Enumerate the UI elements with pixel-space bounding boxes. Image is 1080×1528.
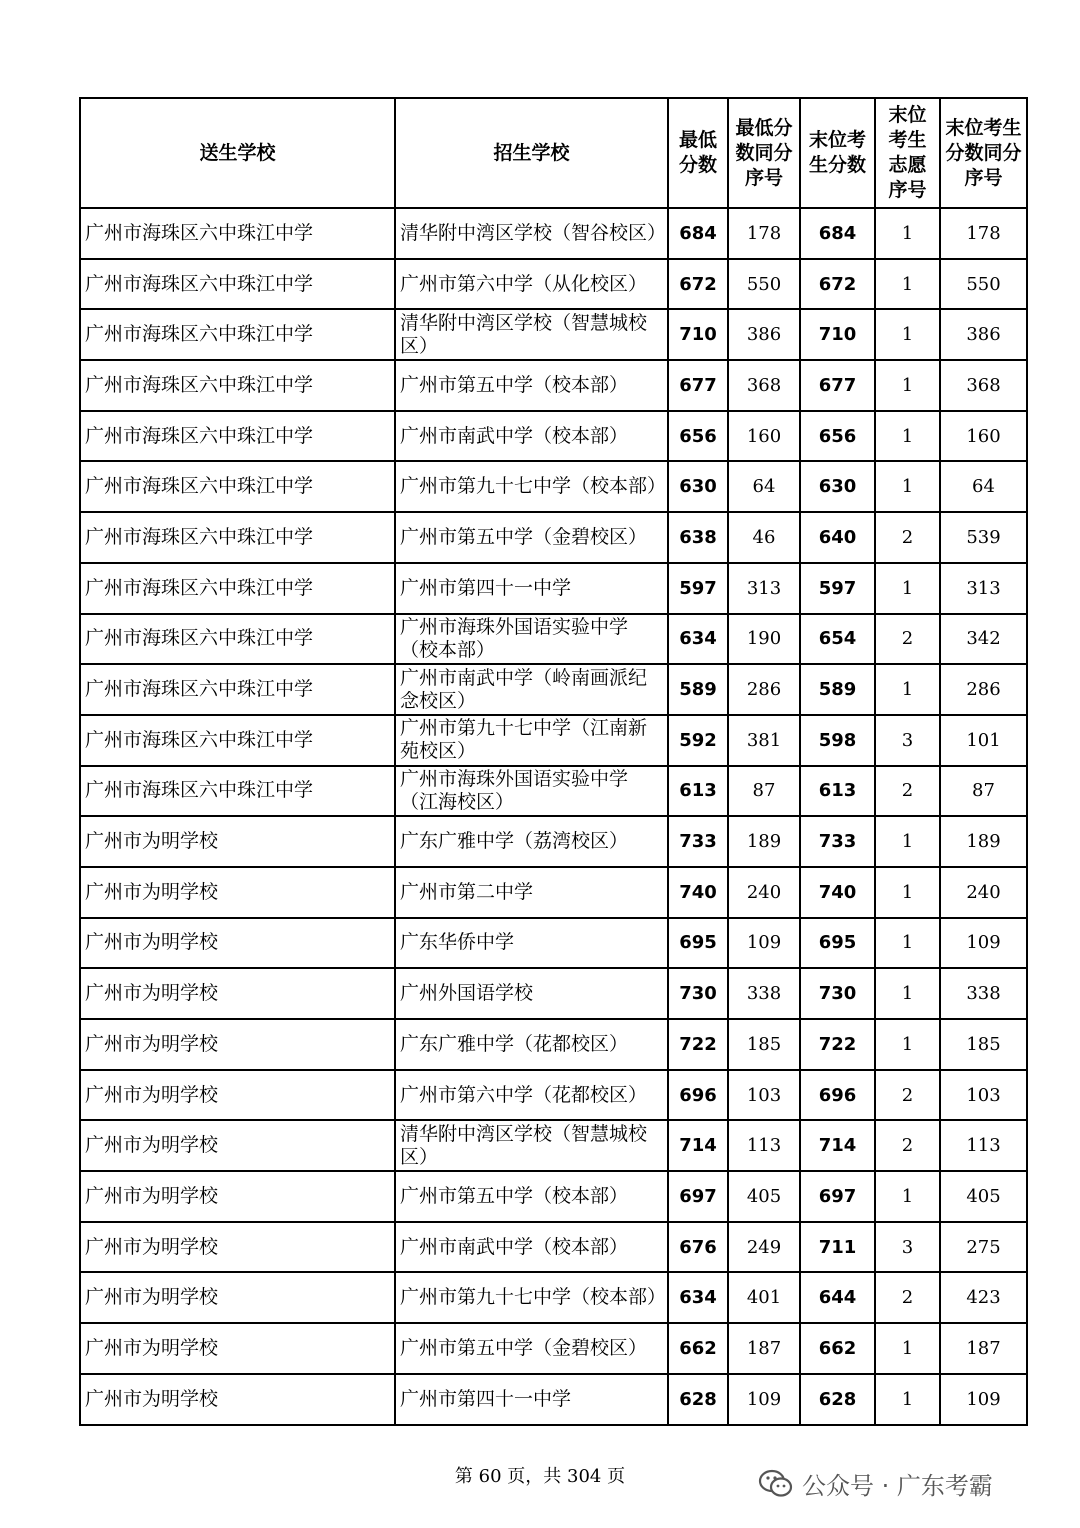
cell-min-score-rank: 240: [728, 867, 800, 918]
header-last-score-rank: 末位考生分数同分序号: [940, 98, 1027, 208]
cell-min-score: 597: [668, 563, 728, 614]
cell-last-score: 695: [800, 918, 875, 969]
table-row: [80, 1323, 1027, 1374]
cell-last-choice-order: 1: [875, 867, 940, 918]
cell-admitting-school: 清华附中湾区学校（智慧城校区）: [395, 1120, 668, 1171]
cell-min-score-rank: 187: [728, 1323, 800, 1374]
cell-sending-school: 广州市为明学校: [80, 1019, 395, 1070]
cell-last-choice-order: 1: [875, 1019, 940, 1070]
table-body: [80, 208, 1027, 1425]
cell-min-score-rank: 338: [728, 968, 800, 1019]
cell-sending-school: 广州市为明学校: [80, 816, 395, 867]
cell-last-score: 722: [800, 1019, 875, 1070]
cell-last-score-rank: 342: [940, 614, 1027, 665]
cell-last-score-rank: 87: [940, 766, 1027, 817]
cell-sending-school: 广州市海珠区六中珠江中学: [80, 259, 395, 310]
cell-min-score-rank: 405: [728, 1171, 800, 1222]
cell-last-choice-order: 2: [875, 1070, 940, 1121]
cell-last-score: 644: [800, 1272, 875, 1323]
watermark-text: 公众号 · 广东考霸: [802, 1472, 993, 1500]
cell-last-score: 654: [800, 614, 875, 665]
cell-last-score: 684: [800, 208, 875, 259]
cell-last-score-rank: 286: [940, 664, 1027, 715]
table-row: [80, 259, 1027, 310]
score-table: [79, 97, 1028, 1426]
cell-last-choice-order: 1: [875, 816, 940, 867]
cell-admitting-school: 广州市第四十一中学: [395, 1374, 668, 1425]
cell-last-score-rank: 539: [940, 512, 1027, 563]
cell-last-score: 714: [800, 1120, 875, 1171]
table-row: [80, 715, 1027, 766]
cell-last-score: 630: [800, 461, 875, 512]
cell-min-score-rank: 87: [728, 766, 800, 817]
cell-last-score: 589: [800, 664, 875, 715]
cell-last-choice-order: 2: [875, 766, 940, 817]
cell-min-score: 684: [668, 208, 728, 259]
cell-admitting-school: 广州市第五中学（金碧校区）: [395, 512, 668, 563]
header-row: [80, 98, 1027, 208]
cell-last-score-rank: 113: [940, 1120, 1027, 1171]
header-min-score-rank: 最低分数同分序号: [728, 98, 800, 208]
cell-min-score: 740: [668, 867, 728, 918]
table-row: [80, 208, 1027, 259]
cell-admitting-school: 广州市第四十一中学: [395, 563, 668, 614]
cell-last-score-rank: 64: [940, 461, 1027, 512]
cell-last-score-rank: 109: [940, 918, 1027, 969]
cell-last-score: 677: [800, 360, 875, 411]
cell-min-score-rank: 103: [728, 1070, 800, 1121]
cell-last-choice-order: 3: [875, 715, 940, 766]
cell-sending-school: 广州市海珠区六中珠江中学: [80, 309, 395, 360]
table-row: [80, 1374, 1027, 1425]
cell-min-score: 714: [668, 1120, 728, 1171]
cell-last-score-rank: 386: [940, 309, 1027, 360]
cell-last-score: 733: [800, 816, 875, 867]
cell-last-score-rank: 405: [940, 1171, 1027, 1222]
cell-last-choice-order: 1: [875, 309, 940, 360]
cell-last-score-rank: 368: [940, 360, 1027, 411]
cell-sending-school: 广州市为明学校: [80, 1323, 395, 1374]
table-row: [80, 614, 1027, 665]
cell-min-score: 696: [668, 1070, 728, 1121]
cell-min-score-rank: 178: [728, 208, 800, 259]
cell-last-choice-order: 1: [875, 259, 940, 310]
cell-min-score: 710: [668, 309, 728, 360]
table-row: [80, 664, 1027, 715]
cell-min-score-rank: 160: [728, 411, 800, 462]
cell-sending-school: 广州市为明学校: [80, 1070, 395, 1121]
table-row: [80, 918, 1027, 969]
wechat-icon: [758, 1469, 794, 1499]
header-sending-school: 送生学校: [80, 98, 395, 208]
header-last-score: 末位考生分数: [800, 98, 875, 208]
table-row: [80, 461, 1027, 512]
cell-admitting-school: 广州市第五中学（金碧校区）: [395, 1323, 668, 1374]
cell-min-score: 662: [668, 1323, 728, 1374]
header-last-choice-order: 末位考生志愿序号: [875, 98, 940, 208]
header-admitting-school: 招生学校: [395, 98, 668, 208]
cell-last-choice-order: 3: [875, 1222, 940, 1273]
table-row: [80, 360, 1027, 411]
cell-admitting-school: 广东广雅中学（花都校区）: [395, 1019, 668, 1070]
cell-admitting-school: 广州市第九十七中学（校本部）: [395, 461, 668, 512]
cell-last-score-rank: 109: [940, 1374, 1027, 1425]
cell-last-score-rank: 185: [940, 1019, 1027, 1070]
header-min-score: 最低分数: [668, 98, 728, 208]
cell-sending-school: 广州市海珠区六中珠江中学: [80, 208, 395, 259]
cell-last-choice-order: 1: [875, 208, 940, 259]
table-row: [80, 1120, 1027, 1171]
cell-admitting-school: 清华附中湾区学校（智慧城校区）: [395, 309, 668, 360]
cell-last-choice-order: 1: [875, 664, 940, 715]
cell-admitting-school: 广州市南武中学（校本部）: [395, 1222, 668, 1273]
cell-last-score: 697: [800, 1171, 875, 1222]
cell-last-score-rank: 423: [940, 1272, 1027, 1323]
cell-last-score: 711: [800, 1222, 875, 1273]
cell-admitting-school: 广州外国语学校: [395, 968, 668, 1019]
table-row: [80, 411, 1027, 462]
cell-min-score: 697: [668, 1171, 728, 1222]
cell-admitting-school: 广州市第九十七中学（校本部）: [395, 1272, 668, 1323]
cell-min-score-rank: 386: [728, 309, 800, 360]
cell-last-choice-order: 1: [875, 918, 940, 969]
cell-min-score: 630: [668, 461, 728, 512]
cell-min-score-rank: 109: [728, 918, 800, 969]
cell-sending-school: 广州市为明学校: [80, 1374, 395, 1425]
cell-sending-school: 广州市为明学校: [80, 918, 395, 969]
cell-last-choice-order: 2: [875, 614, 940, 665]
cell-last-choice-order: 1: [875, 360, 940, 411]
cell-last-choice-order: 1: [875, 461, 940, 512]
cell-last-choice-order: 2: [875, 1272, 940, 1323]
cell-min-score: 656: [668, 411, 728, 462]
cell-last-score: 696: [800, 1070, 875, 1121]
cell-last-score: 597: [800, 563, 875, 614]
cell-sending-school: 广州市海珠区六中珠江中学: [80, 614, 395, 665]
table-row: [80, 563, 1027, 614]
cell-last-choice-order: 2: [875, 512, 940, 563]
cell-last-score-rank: 338: [940, 968, 1027, 1019]
cell-admitting-school: 广州市海珠外国语实验中学（江海校区）: [395, 766, 668, 817]
cell-min-score-rank: 64: [728, 461, 800, 512]
cell-sending-school: 广州市为明学校: [80, 1171, 395, 1222]
cell-last-score-rank: 313: [940, 563, 1027, 614]
cell-min-score-rank: 550: [728, 259, 800, 310]
cell-last-score: 656: [800, 411, 875, 462]
table-row: [80, 512, 1027, 563]
cell-admitting-school: 广州市南武中学（校本部）: [395, 411, 668, 462]
cell-last-score: 730: [800, 968, 875, 1019]
cell-sending-school: 广州市海珠区六中珠江中学: [80, 461, 395, 512]
table-row: [80, 1222, 1027, 1273]
table-row: [80, 1070, 1027, 1121]
cell-sending-school: 广州市海珠区六中珠江中学: [80, 664, 395, 715]
cell-last-score: 613: [800, 766, 875, 817]
cell-admitting-school: 广州市第六中学（从化校区）: [395, 259, 668, 310]
cell-min-score: 695: [668, 918, 728, 969]
cell-sending-school: 广州市海珠区六中珠江中学: [80, 360, 395, 411]
cell-min-score-rank: 286: [728, 664, 800, 715]
cell-min-score: 634: [668, 614, 728, 665]
cell-last-score-rank: 275: [940, 1222, 1027, 1273]
cell-min-score: 733: [668, 816, 728, 867]
cell-min-score-rank: 368: [728, 360, 800, 411]
cell-min-score: 722: [668, 1019, 728, 1070]
cell-last-score-rank: 103: [940, 1070, 1027, 1121]
cell-min-score: 638: [668, 512, 728, 563]
cell-min-score-rank: 249: [728, 1222, 800, 1273]
cell-last-choice-order: 1: [875, 563, 940, 614]
cell-min-score: 676: [668, 1222, 728, 1273]
cell-admitting-school: 广州市第五中学（校本部）: [395, 1171, 668, 1222]
cell-last-choice-order: 2: [875, 1120, 940, 1171]
cell-admitting-school: 广东广雅中学（荔湾校区）: [395, 816, 668, 867]
cell-last-score: 662: [800, 1323, 875, 1374]
cell-sending-school: 广州市海珠区六中珠江中学: [80, 512, 395, 563]
cell-sending-school: 广州市海珠区六中珠江中学: [80, 715, 395, 766]
cell-last-choice-order: 1: [875, 1374, 940, 1425]
cell-min-score-rank: 190: [728, 614, 800, 665]
cell-last-choice-order: 1: [875, 968, 940, 1019]
cell-min-score-rank: 189: [728, 816, 800, 867]
cell-min-score: 613: [668, 766, 728, 817]
cell-min-score-rank: 313: [728, 563, 800, 614]
table-row: [80, 309, 1027, 360]
cell-sending-school: 广州市海珠区六中珠江中学: [80, 563, 395, 614]
cell-admitting-school: 清华附中湾区学校（智谷校区）: [395, 208, 668, 259]
cell-last-score: 710: [800, 309, 875, 360]
page-number: 第 60 页，共 304 页: [454, 1466, 626, 1487]
cell-last-score: 628: [800, 1374, 875, 1425]
cell-last-score-rank: 240: [940, 867, 1027, 918]
table-row: [80, 1272, 1027, 1323]
cell-sending-school: 广州市为明学校: [80, 867, 395, 918]
cell-last-score: 672: [800, 259, 875, 310]
cell-min-score: 730: [668, 968, 728, 1019]
cell-last-score-rank: 187: [940, 1323, 1027, 1374]
cell-last-score-rank: 101: [940, 715, 1027, 766]
cell-admitting-school: 广州市第九十七中学（江南新苑校区）: [395, 715, 668, 766]
cell-last-choice-order: 1: [875, 1323, 940, 1374]
cell-min-score-rank: 113: [728, 1120, 800, 1171]
watermark: [758, 1466, 993, 1501]
cell-sending-school: 广州市海珠区六中珠江中学: [80, 411, 395, 462]
cell-sending-school: 广州市为明学校: [80, 968, 395, 1019]
table-row: [80, 968, 1027, 1019]
table-row: [80, 867, 1027, 918]
cell-sending-school: 广州市为明学校: [80, 1272, 395, 1323]
cell-admitting-school: 广州市第六中学（花都校区）: [395, 1070, 668, 1121]
cell-min-score-rank: 401: [728, 1272, 800, 1323]
cell-min-score: 677: [668, 360, 728, 411]
cell-min-score-rank: 46: [728, 512, 800, 563]
table-row: [80, 766, 1027, 817]
table-row: [80, 1019, 1027, 1070]
cell-min-score-rank: 381: [728, 715, 800, 766]
cell-sending-school: 广州市为明学校: [80, 1222, 395, 1273]
cell-last-choice-order: 1: [875, 1171, 940, 1222]
cell-last-score: 740: [800, 867, 875, 918]
cell-min-score: 672: [668, 259, 728, 310]
cell-last-choice-order: 1: [875, 411, 940, 462]
cell-last-score-rank: 178: [940, 208, 1027, 259]
cell-min-score-rank: 109: [728, 1374, 800, 1425]
cell-min-score-rank: 185: [728, 1019, 800, 1070]
cell-admitting-school: 广州市海珠外国语实验中学（校本部）: [395, 614, 668, 665]
cell-sending-school: 广州市为明学校: [80, 1120, 395, 1171]
cell-last-score: 598: [800, 715, 875, 766]
cell-sending-school: 广州市海珠区六中珠江中学: [80, 766, 395, 817]
cell-admitting-school: 广州市第二中学: [395, 867, 668, 918]
cell-admitting-school: 广东华侨中学: [395, 918, 668, 969]
cell-last-score-rank: 189: [940, 816, 1027, 867]
cell-min-score: 628: [668, 1374, 728, 1425]
table-row: [80, 816, 1027, 867]
cell-min-score: 592: [668, 715, 728, 766]
cell-last-score: 640: [800, 512, 875, 563]
cell-last-score-rank: 160: [940, 411, 1027, 462]
table-row: [80, 1171, 1027, 1222]
cell-last-score-rank: 550: [940, 259, 1027, 310]
cell-admitting-school: 广州市第五中学（校本部）: [395, 360, 668, 411]
cell-min-score: 634: [668, 1272, 728, 1323]
cell-min-score: 589: [668, 664, 728, 715]
cell-admitting-school: 广州市南武中学（岭南画派纪念校区）: [395, 664, 668, 715]
